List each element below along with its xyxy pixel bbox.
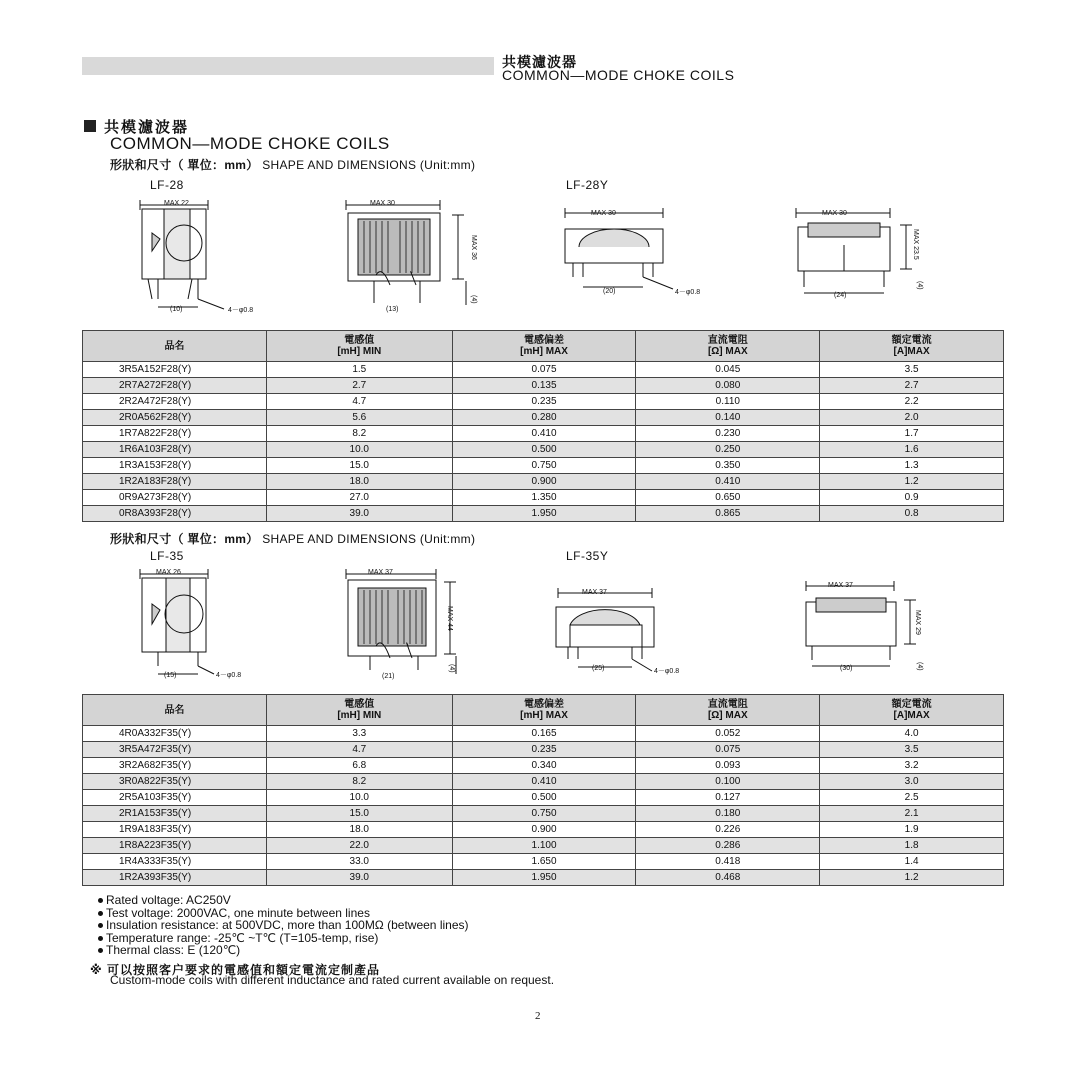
table-row — [83, 506, 1004, 522]
value-cell: 0.127 — [636, 790, 820, 806]
value-cell: 10.0 — [266, 442, 452, 458]
col-header-zh: 額定電流 — [891, 335, 932, 346]
table-row — [83, 426, 1004, 442]
col-header — [83, 331, 267, 362]
part-number-cell: 1R2A183F28(Y) — [83, 474, 267, 490]
lf35-pitch-label: (15) — [164, 672, 177, 679]
col-header-en: [A]MAX — [893, 710, 930, 721]
value-cell: 1.350 — [452, 490, 636, 506]
lf28y-pin-label: 4－φ0.8 — [675, 289, 701, 296]
lf28-front-pitch-label: (13) — [386, 306, 399, 313]
note-text: Rated voltage: AC250V — [106, 893, 231, 907]
value-cell: 0.235 — [452, 394, 636, 410]
value-cell: 0.900 — [452, 822, 636, 838]
spec-notes — [98, 894, 469, 957]
value-cell: 0.280 — [452, 410, 636, 426]
part-number-cell: 3R5A152F28(Y) — [83, 362, 267, 378]
value-cell: 0.140 — [636, 410, 820, 426]
table-row — [83, 726, 1004, 742]
section-title-en: COMMON—MODE CHOKE COILS — [110, 134, 390, 153]
col-header-en: [Ω] MAX — [707, 346, 748, 357]
value-cell: 0.500 — [452, 790, 636, 806]
table-row — [83, 442, 1004, 458]
value-cell: 2.5 — [820, 790, 1004, 806]
lf35y-front-width-label: MAX 37 — [828, 582, 853, 589]
value-cell: 1.9 — [820, 822, 1004, 838]
lf28y-pitch-label: (20) — [603, 288, 616, 295]
value-cell: 0.135 — [452, 378, 636, 394]
col-header — [820, 331, 1004, 362]
table-row — [83, 822, 1004, 838]
note-text: Test voltage: 2000VAC, one minute between lines — [106, 905, 370, 920]
value-cell: 1.950 — [452, 506, 636, 522]
value-cell: 39.0 — [266, 506, 452, 522]
value-cell: 0.093 — [636, 758, 820, 774]
value-cell: 0.180 — [636, 806, 820, 822]
lf35y-front-drawing — [798, 578, 938, 676]
value-cell: 0.100 — [636, 774, 820, 790]
value-cell: 3.5 — [820, 742, 1004, 758]
lf35y-front-pitch-label: (30) — [840, 665, 853, 672]
value-cell: 0.230 — [636, 426, 820, 442]
col-header — [266, 695, 452, 726]
table-header-row — [83, 695, 1004, 726]
value-cell: 0.045 — [636, 362, 820, 378]
value-cell: 0.165 — [452, 726, 636, 742]
value-cell: 5.6 — [266, 410, 452, 426]
section-title-zh: 共模濾波器 — [104, 119, 190, 136]
table-row — [83, 774, 1004, 790]
value-cell: 1.650 — [452, 854, 636, 870]
part-number-cell: 2R0A562F28(Y) — [83, 410, 267, 426]
table-row — [83, 394, 1004, 410]
table-row — [83, 870, 1004, 886]
shape-title-zh: 形狀和尺寸（ 單位：mm） — [110, 158, 259, 172]
col-header-en: [Ω] MAX — [707, 710, 748, 721]
value-cell: 8.2 — [266, 426, 452, 442]
part-number-cell: 3R2A682F35(Y) — [83, 758, 267, 774]
value-cell: 0.410 — [452, 426, 636, 442]
value-cell: 27.0 — [266, 490, 452, 506]
lf35-front-drawing — [340, 566, 490, 684]
col-header-en: [mH] MIN — [337, 710, 382, 721]
table-row — [83, 758, 1004, 774]
shape-title-1 — [110, 156, 475, 173]
lf35y-front-pinlen-label: (4) — [916, 662, 923, 671]
value-cell: 0.250 — [636, 442, 820, 458]
page-number: 2 — [535, 1010, 541, 1022]
value-cell: 0.350 — [636, 458, 820, 474]
part-number-cell: 1R2A393F35(Y) — [83, 870, 267, 886]
value-cell: 1.7 — [820, 426, 1004, 442]
col-header-zh: 品名 — [164, 340, 185, 352]
lf35y-front-height-label: MAX 29 — [914, 610, 921, 635]
col-header-en: [mH] MIN — [337, 346, 382, 357]
shape-title-en: SHAPE AND DIMENSIONS (Unit:mm) — [262, 532, 476, 546]
value-cell: 15.0 — [266, 458, 452, 474]
bullet-icon — [98, 936, 103, 941]
lf35y-pin-label: 4－φ0.8 — [654, 668, 680, 675]
value-cell: 2.7 — [820, 378, 1004, 394]
value-cell: 8.2 — [266, 774, 452, 790]
part-number-cell: 2R1A153F35(Y) — [83, 806, 267, 822]
value-cell: 1.2 — [820, 474, 1004, 490]
col-header — [820, 695, 1004, 726]
shape-title-2 — [110, 530, 475, 547]
col-header-en: [mH] MAX — [520, 710, 568, 721]
value-cell: 0.750 — [452, 458, 636, 474]
value-cell: 1.5 — [266, 362, 452, 378]
part-number-cell: 1R6A103F28(Y) — [83, 442, 267, 458]
value-cell: 15.0 — [266, 806, 452, 822]
part-number-cell: 3R0A822F35(Y) — [83, 774, 267, 790]
value-cell: 4.7 — [266, 394, 452, 410]
lf35-front-height-label: MAX 44 — [446, 606, 453, 631]
part-number-cell: 0R9A273F28(Y) — [83, 490, 267, 506]
shape-title-zh: 形狀和尺寸（ 單位：mm） — [110, 532, 259, 546]
shape-title-en: SHAPE AND DIMENSIONS (Unit:mm) — [262, 158, 476, 172]
note-text: Insulation resistance: at 500VDC, more than 100MΩ (between lines) — [106, 918, 469, 932]
lf35-side-drawing — [128, 566, 268, 684]
value-cell: 0.075 — [636, 742, 820, 758]
lf35-front-pinlen-label: (4) — [448, 664, 455, 673]
section-bullet — [84, 120, 96, 132]
value-cell: 0.226 — [636, 822, 820, 838]
lf35y-width-label: MAX 37 — [582, 589, 607, 596]
value-cell: 2.1 — [820, 806, 1004, 822]
model-lf28y: LF-28Y — [566, 178, 609, 192]
value-cell: 0.080 — [636, 378, 820, 394]
lf28-width-label: MAX 22 — [164, 200, 189, 207]
value-cell: 3.5 — [820, 362, 1004, 378]
header-title-en: COMMON—MODE CHOKE COILS — [502, 67, 735, 83]
header-bar — [82, 57, 494, 75]
header-title-zh: 共模濾波器 — [502, 54, 577, 70]
col-header-en: [mH] MAX — [520, 346, 568, 357]
value-cell: 0.052 — [636, 726, 820, 742]
lf28-side-drawing — [128, 195, 268, 320]
col-header — [452, 331, 636, 362]
value-cell: 2.0 — [820, 410, 1004, 426]
value-cell: 0.650 — [636, 490, 820, 506]
part-number-cell: 1R8A223F35(Y) — [83, 838, 267, 854]
part-number-cell: 2R7A272F28(Y) — [83, 378, 267, 394]
part-number-cell: 1R9A183F35(Y) — [83, 822, 267, 838]
value-cell: 0.9 — [820, 490, 1004, 506]
value-cell: 0.468 — [636, 870, 820, 886]
lf35-pin-label: 4－φ0.8 — [216, 672, 242, 679]
value-cell: 3.2 — [820, 758, 1004, 774]
col-header — [83, 695, 267, 726]
value-cell: 1.4 — [820, 854, 1004, 870]
lf35y-side-drawing — [548, 585, 723, 680]
value-cell: 0.286 — [636, 838, 820, 854]
value-cell: 2.7 — [266, 378, 452, 394]
value-cell: 22.0 — [266, 838, 452, 854]
col-header-zh: 品名 — [164, 704, 185, 716]
part-number-cell: 1R3A153F28(Y) — [83, 458, 267, 474]
lf28y-front-width-label: MAX 30 — [822, 210, 847, 217]
lf35y-pitch-label: (25) — [592, 665, 605, 672]
part-number-cell: 2R5A103F35(Y) — [83, 790, 267, 806]
value-cell: 0.410 — [636, 474, 820, 490]
value-cell: 0.900 — [452, 474, 636, 490]
value-cell: 4.7 — [266, 742, 452, 758]
value-cell: 0.110 — [636, 394, 820, 410]
value-cell: 2.2 — [820, 394, 1004, 410]
value-cell: 10.0 — [266, 790, 452, 806]
table-row — [83, 806, 1004, 822]
bullet-icon — [98, 948, 103, 953]
col-header — [636, 331, 820, 362]
note-text: Temperature range: -25℃ ~T℃ (T=105-temp, rise) — [106, 930, 379, 945]
custom-note-en: Custom-mode coils with different inductance and rated current available on request. — [110, 973, 555, 987]
value-cell: 1.950 — [452, 870, 636, 886]
lf28y-front-pinlen-label: (4) — [916, 281, 923, 290]
value-cell: 0.075 — [452, 362, 636, 378]
model-lf35y: LF-35Y — [566, 549, 609, 563]
note-item — [98, 944, 469, 957]
value-cell: 1.100 — [452, 838, 636, 854]
col-header-zh: 電感值 — [344, 335, 375, 346]
value-cell: 1.6 — [820, 442, 1004, 458]
spec-table-f28 — [82, 330, 1004, 522]
bullet-icon — [98, 898, 103, 903]
lf28y-side-drawing — [555, 205, 730, 300]
value-cell: 0.340 — [452, 758, 636, 774]
value-cell: 18.0 — [266, 474, 452, 490]
col-header-zh: 直流電阻 — [707, 335, 748, 346]
value-cell: 1.8 — [820, 838, 1004, 854]
lf28-pitch-label: (10) — [170, 306, 183, 313]
part-number-cell: 0R8A393F28(Y) — [83, 506, 267, 522]
col-header-zh: 額定電流 — [891, 699, 932, 710]
value-cell: 0.750 — [452, 806, 636, 822]
table-row — [83, 838, 1004, 854]
note-text: Thermal class: E (120℃) — [106, 943, 241, 957]
col-header-zh: 電感偏差 — [524, 699, 565, 710]
table-row — [83, 474, 1004, 490]
table-row — [83, 490, 1004, 506]
col-header — [452, 695, 636, 726]
part-number-cell: 1R4A333F35(Y) — [83, 854, 267, 870]
table-row — [83, 742, 1004, 758]
table-row — [83, 854, 1004, 870]
lf28y-front-height-label: MAX 23.5 — [912, 229, 919, 260]
col-header-zh: 電感值 — [344, 699, 375, 710]
lf28-pin-label: 4－φ0.8 — [228, 307, 254, 314]
table-row — [83, 790, 1004, 806]
value-cell: 18.0 — [266, 822, 452, 838]
lf28-front-width-label: MAX 30 — [370, 200, 395, 207]
bullet-icon — [98, 911, 103, 916]
value-cell: 0.8 — [820, 506, 1004, 522]
value-cell: 3.3 — [266, 726, 452, 742]
col-header-zh: 直流電阻 — [707, 699, 748, 710]
lf28y-width-label: MAX 30 — [591, 210, 616, 217]
value-cell: 0.865 — [636, 506, 820, 522]
table-row — [83, 378, 1004, 394]
lf35-width-label: MAX 26 — [156, 569, 181, 576]
part-number-cell: 2R2A472F28(Y) — [83, 394, 267, 410]
value-cell: 4.0 — [820, 726, 1004, 742]
col-header — [636, 695, 820, 726]
value-cell: 39.0 — [266, 870, 452, 886]
lf28-front-drawing — [340, 195, 490, 315]
model-lf35: LF-35 — [150, 549, 184, 563]
lf28y-front-drawing — [788, 205, 938, 300]
col-header-en: [A]MAX — [893, 346, 930, 357]
part-number-cell: 3R5A472F35(Y) — [83, 742, 267, 758]
lf28-front-pinlen-label: (4) — [470, 295, 477, 304]
table-row — [83, 362, 1004, 378]
part-number-cell: 1R7A822F28(Y) — [83, 426, 267, 442]
lf28y-front-pitch-label: (24) — [834, 292, 847, 299]
table-row — [83, 458, 1004, 474]
table-row — [83, 410, 1004, 426]
lf35-front-width-label: MAX 37 — [368, 569, 393, 576]
value-cell: 0.410 — [452, 774, 636, 790]
value-cell: 3.0 — [820, 774, 1004, 790]
model-lf28: LF-28 — [150, 178, 184, 192]
value-cell: 0.235 — [452, 742, 636, 758]
spec-table-f35 — [82, 694, 1004, 886]
value-cell: 1.2 — [820, 870, 1004, 886]
custom-note-zh: ※ 可以按照客户要求的電感值和額定電流定制產品 — [90, 963, 381, 977]
part-number-cell: 4R0A332F35(Y) — [83, 726, 267, 742]
col-header — [266, 331, 452, 362]
value-cell: 1.3 — [820, 458, 1004, 474]
col-header-zh: 電感偏差 — [524, 335, 565, 346]
value-cell: 0.500 — [452, 442, 636, 458]
value-cell: 33.0 — [266, 854, 452, 870]
lf35-front-pitch-label: (21) — [382, 673, 395, 680]
value-cell: 0.418 — [636, 854, 820, 870]
bullet-icon — [98, 923, 103, 928]
lf28-front-height-label: MAX 36 — [470, 235, 477, 260]
value-cell: 6.8 — [266, 758, 452, 774]
table-header-row — [83, 331, 1004, 362]
